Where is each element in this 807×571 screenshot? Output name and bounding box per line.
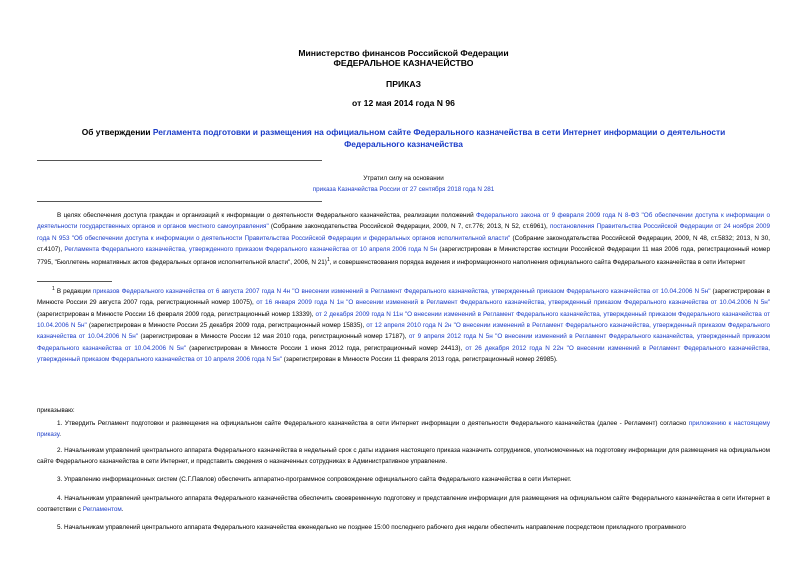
order-item-4 [37, 493, 770, 516]
appendix-link[interactable]: приложению к настоящему приказу [37, 420, 770, 439]
order-item-1 [37, 418, 770, 441]
document-title [60, 127, 747, 150]
order-item-1-end: . [59, 431, 62, 439]
order-intro: приказываю: [37, 407, 75, 414]
footnote-link-3[interactable]: от 2 декабря 2009 года N 11н "О внесении изменений в Регламент Федерального казначейства, утвержденный приказом Федерального казначейства от 10.04.2006 N 5н" [37, 310, 770, 329]
preamble-text-3: (Собрание законодательства Российской Федерации, 2009, N 48, ст.5832; 2013, N 30, ст.4107), [37, 234, 770, 253]
footnote-text-7: (зарегистрирован в Минюсте России 11 февраля 2013 года, регистрационный номер 26985). [282, 355, 558, 363]
preamble-text-1: В целях обеспечения доступа граждан и организаций к информации о деятельности Федерального казначейства, реализации положений [57, 212, 477, 219]
footnote-link-4[interactable]: от 12 апреля 2010 года N 2н "О внесении изменений в Регламент Федерального казначейства, утвержденный приказом Федерального казначейства от 10.04.2006 N 5н" [37, 322, 770, 341]
date-number-heading: от 12 мая 2014 года N 96 [352, 98, 455, 108]
doc-type-heading: ПРИКАЗ [386, 79, 421, 89]
status-link-line [0, 186, 807, 193]
treasury-regulation-link[interactable]: Регламента Федерального казначейства, утвержденного приказом Федерального казначейства от 10 апреля 2006 года N 5н [64, 245, 438, 253]
footnote-link-5[interactable]: от 9 апреля 2012 года N 5н "О внесении изменений в Регламент Федерального казначейства, утвержденный приказом Федерального казначейства от 10.04.2006 N 5н" [37, 333, 770, 352]
footnote-link-1[interactable]: приказов Федерального казначейства от 6 августа 2007 года N 4н "О внесении изменений в Регламент Федерального казначейства, утвержденный приказом Федерального казначейства от 10.04.2006 N 5н" [92, 288, 711, 296]
order-item-4-end: . [121, 506, 124, 514]
footnote-link-2[interactable]: от 16 января 2009 года N 1н "О внесении изменений в Регламент Федерального казначейства, утвержденный приказом Федерального казначейства от 10.04.2006 N 5н" [256, 299, 771, 307]
footnote-text-4: (зарегистрирован в Минюсте России 25 декабря 2009 года, регистрационный номер 15835), [86, 322, 367, 329]
footnote-number: 1 [52, 286, 55, 292]
preamble-text-4: (зарегистрирован в Министерстве юстиции Российской Федерации 11 мая 2006 года, регистрационный номер 7795, "Бюллетень нормативных актов федеральных органов исполнительной власти", 2006, N 21) [37, 245, 770, 267]
preamble-text-2: (Собрание законодательства Российской Федерации, 2009, N 7, ст.776; 2013, N 52, ст.6961), [268, 223, 550, 231]
preamble-paragraph [37, 210, 770, 269]
agency-heading: ФЕДЕРАЛЬНОЕ КАЗНАЧЕЙСТВО [333, 58, 474, 68]
title-prefix: Об утверждении [81, 127, 153, 137]
order-item-4-text: 4. Начальникам управлений центрального аппарата Федерального казначейства обеспечить своевременную подготовку и представление информации для размещения на официальном сайте Федерального казначейства в сети Интернет в соответствии с [37, 495, 770, 514]
federal-law-link[interactable]: Федерального закона от 9 февраля 2009 года N 8-ФЗ "Об обеспечении доступа к информации о деятельности государственных органов и органов местного самоуправления" [37, 212, 770, 231]
preamble-text-5: , и совершенствования порядка ведения и информационного наполнения официального сайта Федерального казначейства в сети Интернет [329, 259, 746, 267]
regulation-link[interactable]: Регламентом [82, 506, 122, 514]
footnote-text-5: (зарегистрирован в Минюсте России 12 мая 2010 года, регистрационный номер 17187), [138, 333, 409, 341]
order-item-5: 5. Начальникам управлений центрального аппарата Федерального казначейства еженедельно не позднее 15:00 последнего рабочего дня недели обеспечить направление посредством прикладного программного [57, 524, 686, 531]
footnote-text-3: (зарегистрирован в Минюсте России 16 февраля 2009 года, регистрационный номер 13339), [37, 310, 316, 318]
footnote-link-6[interactable]: от 26 декабря 2012 года N 22н "О внесении изменений в Регламент Федерального казначейства, утвержденный приказом Федерального казначейства от 10 апреля 2006 года N 5н" [37, 344, 770, 363]
footnote-text-2: (зарегистрирован в Минюсте России 29 августа 2007 года, регистрационный номер 10075), [37, 288, 770, 307]
status-text: Утратил силу на основании [363, 175, 444, 182]
repeal-order-link[interactable]: приказа Казначейства России от 27 сентября 2018 года N 281 [312, 186, 495, 193]
order-item-3: 3. Управлению информационных систем (С.Г.Павлов) обеспечить аппаратно-программное сопровождение официального сайта Федерального казначейства в сети Интернет. [57, 476, 572, 483]
ministry-heading: Министерство финансов Российской Федерации [298, 48, 509, 58]
status-divider-top [37, 160, 322, 161]
footnote-paragraph [37, 284, 770, 365]
footnote-text-1: В редакции [54, 288, 93, 296]
footnote-text-6: (зарегистрирован в Минюсте России 1 июня 2012 года, регистрационный номер 24413), [186, 344, 466, 352]
status-divider-bottom [37, 201, 322, 202]
order-item-1-text: 1. Утвердить Регламент подготовки и размещения на официальном сайте Федерального казначейства в сети Интернет информации о деятельности Федерального казначейства (далее - Регламент) согласно [57, 420, 689, 427]
order-item-2: 2. Начальникам управлений центрального аппарата Федерального казначейства в недельный срок с даты издания настоящего приказа назначить сотрудников, уполномоченных на подготовку информации для размещения на официальном сайте Федерального казначейства в сети Интернет, и представить сведения о назначенных сотрудниках в Административное управление. [37, 447, 770, 466]
government-decree-link[interactable]: постановления Правительства Российской Федерации от 24 ноября 2009 года N 953 "Об обеспечении доступа к информации о деятельности Правительства Российской Федерации и федеральных органов исполнительной власти" [37, 223, 770, 242]
footnote-marker: 1 [326, 257, 330, 264]
footnote-divider [37, 281, 112, 282]
title-regulation-link[interactable]: Регламента подготовки и размещения на официальном сайте Федерального казначейства в сети Интернет информации о деятельности Федерального казначейства [152, 127, 726, 149]
